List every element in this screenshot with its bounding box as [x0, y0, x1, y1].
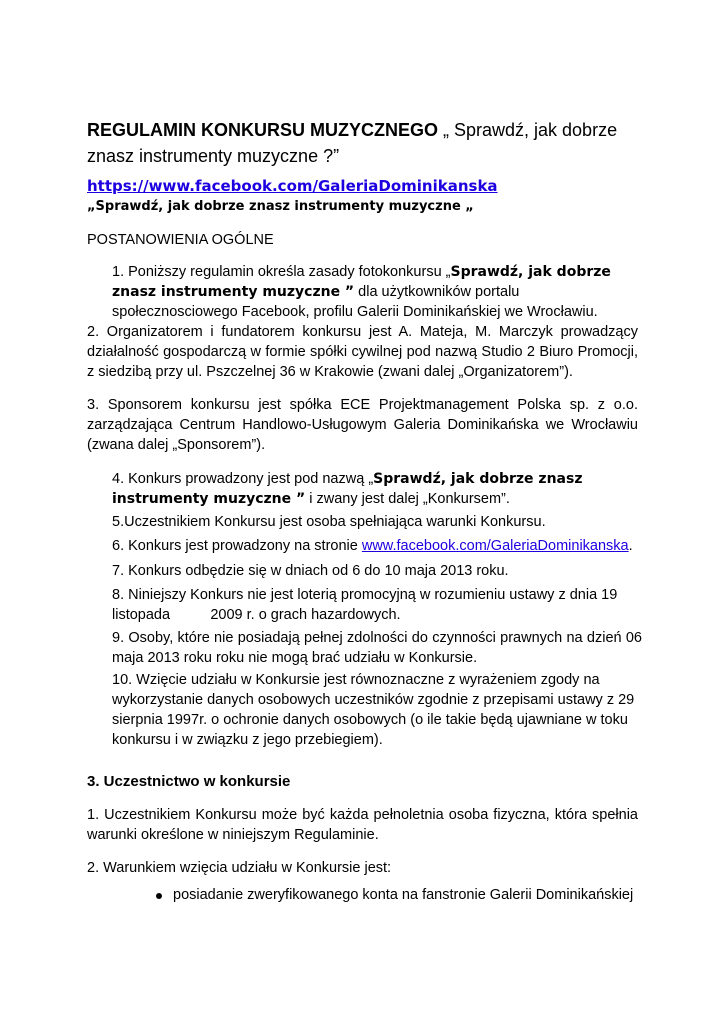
- p8-line-1: 8. Niniejszy Konkurs nie jest loterią promocyjną w rozumieniu ustawy z dnia 19: [112, 587, 618, 603]
- bullet-item: posiadanie zweryfikowanego konta na fanstronie Galerii Dominikańskiej: [173, 887, 634, 903]
- p6-facebook-link[interactable]: www.facebook.com/GaleriaDominikanska: [361, 538, 629, 554]
- bullet-icon: [156, 893, 162, 899]
- section-general-heading: POSTANOWIENIA OGÓLNE: [87, 232, 274, 248]
- paragraph-4: [112, 469, 642, 509]
- paragraph-6: [112, 536, 642, 556]
- p1-contest-name: Sprawdź, jak dobrze znasz instrumenty muzyczne ”: [112, 264, 611, 300]
- p4-text-a: 4. Konkurs prowadzony jest pod nazwą „: [112, 471, 374, 487]
- section-participation-heading: 3. Uczestnictwo w konkursie: [87, 773, 291, 790]
- paragraph-8: [112, 585, 642, 625]
- p6-text-c: .: [628, 538, 633, 554]
- title-bold: REGULAMIN KONKURSU MUZYCZNEGO: [87, 120, 438, 140]
- p6-text-a: 6. Konkurs jest prowadzony na stronie: [112, 538, 362, 554]
- title-rest: „ Sprawdź, jak dobrze znasz instrumenty muzyczne ?”: [87, 120, 618, 166]
- facebook-link[interactable]: https://www.facebook.com/GaleriaDominikanska: [87, 177, 498, 195]
- paragraph-10: 10. Wzięcie udziału w Konkursie jest równoznaczne z wyrażeniem zgody na wykorzystanie danych osobowych uczestników zgodnie z przepisami ustawy z 29 sierpnia 1997r. o ochronie danych osobowych (o ile takie będą ujawniane w toku konkursu i w związku z jego przebiegiem).: [112, 672, 635, 748]
- p8-line-2: listopada 2009 r. o grach hazardowych.: [112, 607, 401, 623]
- participation-paragraph-1: 1. Uczestnikiem Konkursu może być każda pełnoletnia osoba fizyczna, która spełnia warunki określone w niniejszym Regulaminie.: [87, 807, 638, 843]
- paragraph-9: 9. Osoby, które nie posiadają pełnej zdolności do czynności prawnych na dzień 06 maja 2013 roku roku nie mogą brać udziału w Konkursie.: [112, 630, 642, 666]
- paragraph-7: 7. Konkurs odbędzie się w dniach od 6 do 10 maja 2013 roku.: [112, 563, 509, 579]
- p4-text-c: i zwany jest dalej „Konkursem”.: [305, 491, 510, 507]
- document-title: [87, 117, 647, 169]
- participation-paragraph-2: 2. Warunkiem wzięcia udziału w Konkursie jest:: [87, 860, 392, 876]
- paragraph-2: 2. Organizatorem i fundatorem konkursu jest A. Mateja, M. Marczyk prowadzący działalność gospodarczą w formie spółki cywilnej pod nazwą Studio 2 Biuro Promocji, z siedzibą przy ul. Pszczelnej 36 w Krakowie (zwani dalej „Organizatorem”).: [87, 324, 638, 380]
- paragraph-5: 5.Uczestnikiem Konkursu jest osoba spełniająca warunki Konkursu.: [112, 514, 546, 530]
- p1-text-c: dla użytkowników portalu społecznosciowego Facebook, profilu Galerii Dominikańskiej we Wrocławiu.: [112, 284, 598, 320]
- p1-text-a: 1. Poniższy regulamin określa zasady fotokonkursu „: [112, 264, 451, 280]
- contest-subtitle: „Sprawdź, jak dobrze znasz instrumenty muzyczne „: [87, 199, 474, 214]
- p4-contest-name: Sprawdź, jak dobrze znasz instrumenty muzyczne ”: [112, 471, 583, 507]
- paragraph-1: [112, 262, 642, 322]
- paragraph-3: 3. Sponsorem konkursu jest spółka ECE Projektmanagement Polska sp. z o.o. zarządzająca Centrum Handlowo-Usługowym Galeria Dominikańska we Wrocławiu (zwana dalej „Sponsorem”).: [87, 397, 638, 453]
